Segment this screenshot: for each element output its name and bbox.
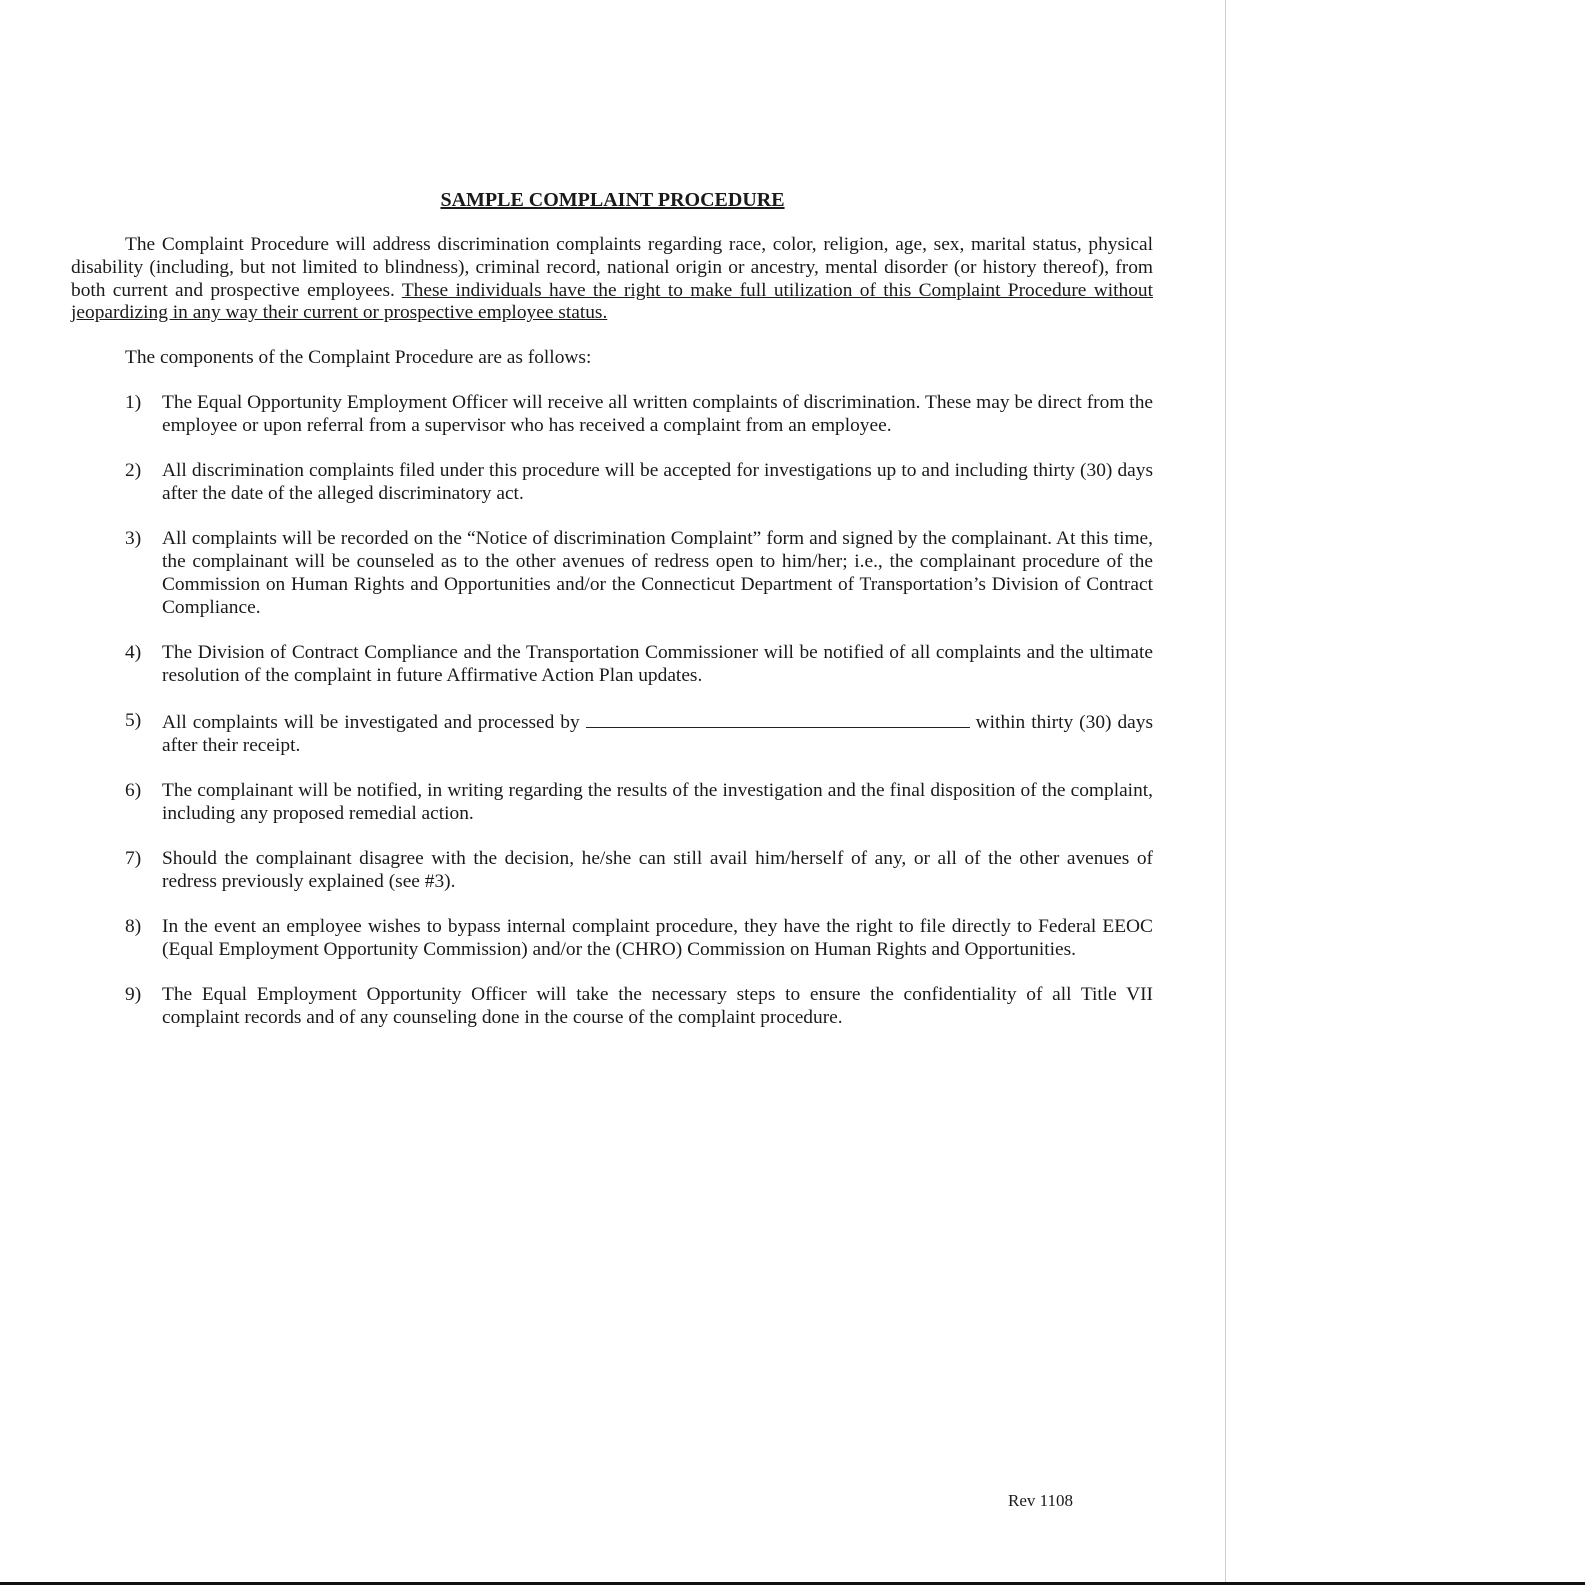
- list-item-number: 7): [125, 848, 142, 870]
- list-item-text: The Division of Contract Compliance and the Transportation Commissioner will be notified of all complaints and the ultimate resolution of the complaint in future Affirmative Action Plan updates.: [162, 641, 1153, 686]
- list-item: [71, 710, 1153, 758]
- intro-underlined-text: These individuals have the right to make full utilization of this Complaint Procedure without jeopardizing in any way their current or prospective employee status.: [71, 279, 1153, 324]
- list-item-text: The Equal Opportunity Employment Officer will receive all written complaints of discrimination. These may be direct from the employee or upon referral from a supervisor who has received a complaint from an employee.: [162, 391, 1153, 436]
- list-item: [71, 642, 1153, 688]
- document-title-text: SAMPLE COMPLAINT PROCEDURE: [440, 189, 785, 211]
- list-item-text: Should the complainant disagree with the decision, he/she can still avail him/herself of any, or all of the other avenues of redress previously explained (see #3).: [162, 848, 1153, 892]
- list-item: [71, 780, 1153, 826]
- document-body: [71, 234, 1153, 1052]
- list-item-text: The Equal Employment Opportunity Officer will take the necessary steps to ensure the confidentiality of all Title VII complaint records and of any counseling done in the course of the complaint procedure.: [162, 984, 1153, 1029]
- list-item-number: 2): [125, 460, 142, 482]
- intro-text: The Complaint Procedure will address discrimination complaints regarding race, color, religion, age, sex, marital status, physical disability (including, but not limited to blindness), criminal record, national origin or ancestry, mental disorder (or history thereof), from both current and prospective employees.: [71, 234, 1153, 301]
- components-label: The components of the Complaint Procedure are as follows:: [125, 347, 592, 369]
- list-item: [71, 916, 1153, 962]
- list-item-text: In the event an employee wishes to bypass internal complaint procedure, they have the right to file directly to Federal EEOC (Equal Employment Opportunity Commission) and/or the (CHRO) Commission on Human Rights and Opportunities.: [162, 916, 1153, 961]
- list-item-number: 4): [125, 641, 142, 663]
- list-item: [71, 528, 1153, 619]
- list-item-text: The complainant will be notified, in writing regarding the results of the investigation and the final disposition of the complaint, including any proposed remedial action.: [162, 780, 1153, 824]
- list-item: [71, 984, 1153, 1030]
- list-item-number: 8): [125, 916, 142, 938]
- list-item: [71, 392, 1153, 438]
- list-item-number: 5): [125, 709, 142, 731]
- list-item-number: 6): [125, 780, 142, 802]
- procedure-list: [71, 392, 1153, 1030]
- list-item-text: All complaints will be recorded on the “Notice of discrimination Complaint” form and signed by the complainant. At this time, the complainant will be counseled as to the other avenues of redress open to him/her; i.e., the complainant procedure of the Commission on Human Rights and Opportunities and/or the Connecticut Department of Transportation’s Division of Contract Compliance.: [162, 528, 1153, 618]
- revision-footer: Rev 1108: [1008, 1491, 1074, 1510]
- list-item: [71, 460, 1153, 506]
- list-item-number: 9): [125, 984, 142, 1006]
- fill-in-blank-line[interactable]: [586, 710, 970, 728]
- document-title: [0, 188, 1225, 213]
- intro-paragraph: [71, 234, 1153, 325]
- list-item-text: All complaints will be investigated and processed by: [162, 711, 586, 733]
- list-item-text: All discrimination complaints filed under this procedure will be accepted for investigations up to and including thirty (30) days after the date of the alleged discriminatory act.: [162, 460, 1153, 504]
- list-item-text-continued: within thirty (30) days after their receipt.: [162, 711, 1154, 756]
- list-item-number: 3): [125, 528, 142, 550]
- list-item: [71, 848, 1153, 894]
- list-item-number: 1): [125, 391, 142, 413]
